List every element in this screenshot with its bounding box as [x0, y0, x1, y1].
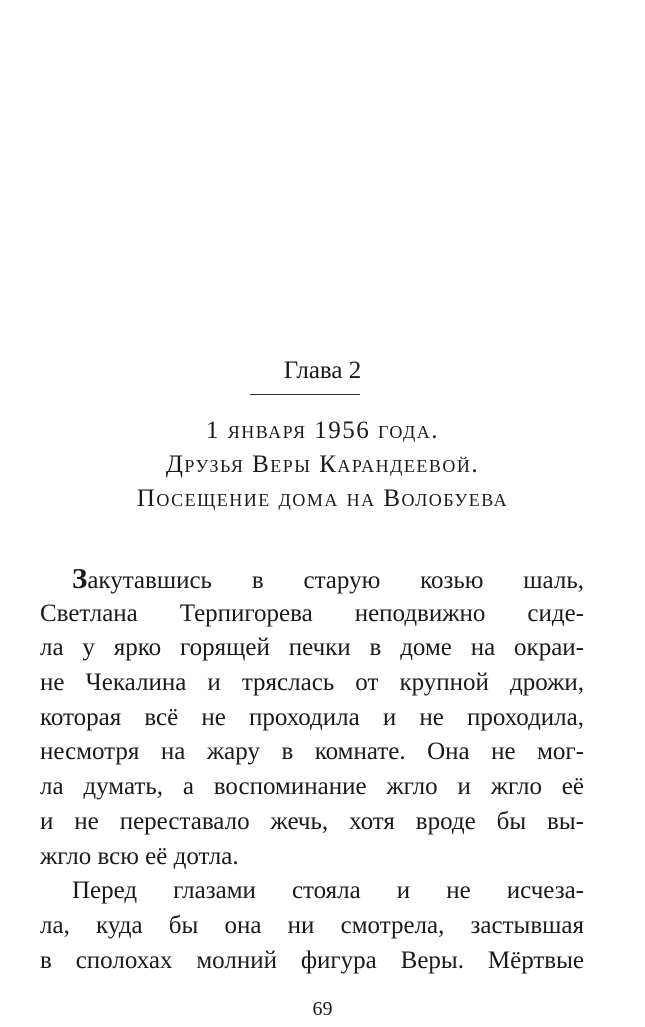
text-line: несмотря на жару в комнате. Она не мог- [40, 738, 584, 766]
text-line: ла у ярко горящей печки в доме на окраи- [40, 634, 584, 662]
subtitle-line: Друзья Веры Карандеевой. [165, 451, 480, 478]
text-line: которая всё не проходила и не проходила, [40, 703, 584, 731]
chapter-body-text [40, 562, 584, 978]
text-line: жгло всю её дотла. [40, 842, 239, 870]
subtitle-line: 1 января 1956 года. [205, 417, 440, 444]
text-line: в сполохах молний фигура Веры. Мёртвые [40, 946, 584, 974]
text-line: Перед глазами стояла и не исчеза- [72, 877, 584, 905]
drop-cap: З [72, 563, 88, 595]
page-number: 69 [312, 998, 333, 1020]
chapter-title: Глава 2 [283, 357, 362, 384]
subtitle-line: Посещение дома на Волобуева [136, 485, 509, 512]
text-line: не Чекалина и тряслась от крупной дрожи, [40, 669, 584, 697]
text-line: ла, куда бы она ни смотрела, застывшая [40, 911, 584, 939]
text-line: ла думать, а воспоминание жгло и жгло её [40, 773, 584, 801]
chapter-subtitle [0, 414, 645, 516]
text-line: Светлана Терпигорева неподвижно сиде- [40, 599, 584, 627]
text-line [40, 562, 584, 597]
chapter-title-rule [250, 394, 360, 395]
text-line-content: акутавшись в старую козью шаль, [87, 567, 584, 594]
text-line: и не переставало жечь, хотя вроде бы вы- [40, 807, 584, 835]
